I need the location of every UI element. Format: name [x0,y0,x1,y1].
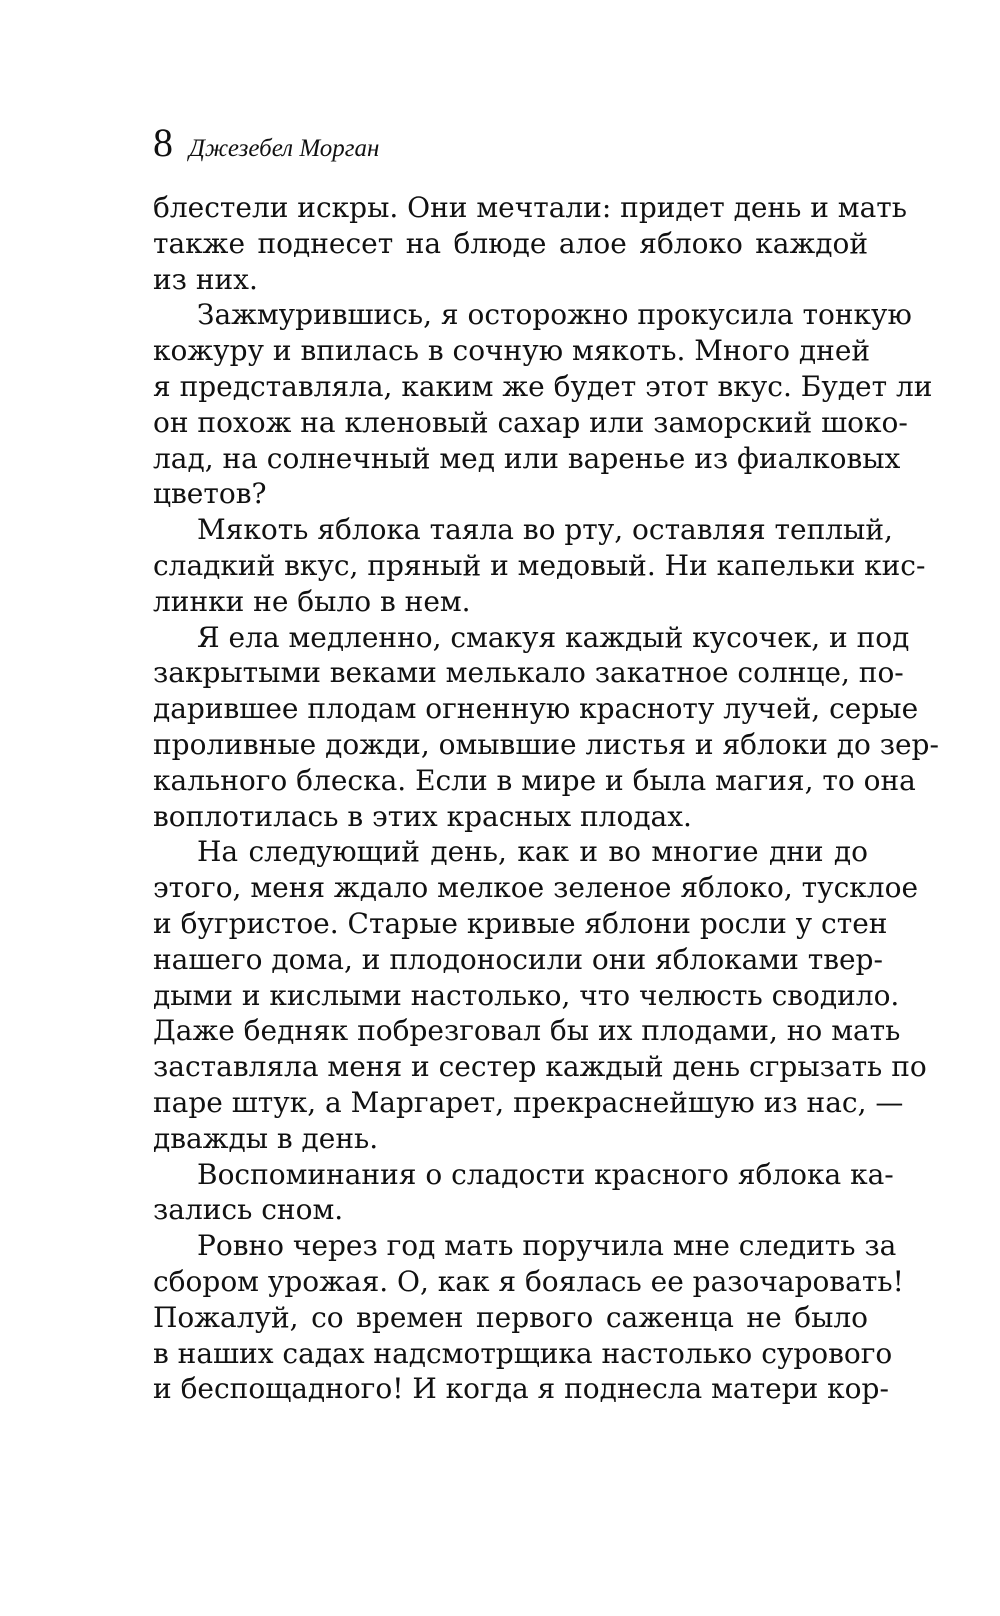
text-line: Зажмурившись, я осторожно прокусила тонкую [197,298,912,332]
text-line: цветов? [153,477,267,511]
text-line: заставляла меня и сестер каждый день сгрызать по [153,1050,927,1084]
text-line: воплотилась в этих красных плодах. [153,799,692,833]
paragraph [153,1157,894,1229]
paragraph [153,620,939,835]
running-head-author: Джезебел Морган [189,135,380,162]
text-line: сладкий вкус, пряный и медовый. Ни капельки кис- [153,548,926,582]
text-line: Мякоть яблока таяла во рту, оставляя теплый, [197,513,893,547]
text-line: На следующий день, как и во многие дни до [197,835,868,869]
paragraph [153,512,926,619]
text-line: нашего дома, и плодоносили они яблоками твер- [153,942,883,976]
body-text [153,190,939,1407]
text-line: лад, на солнечный мед или варенье из фиалковых [153,441,901,475]
text-line: Даже бедняк побрезговал бы их плодами, но мать [153,1014,901,1048]
text-line: проливные дожди, омывшие листья и яблоки до зер- [153,727,939,761]
text-line: кожуру и впилась в сочную мякоть. Много дней [153,334,871,368]
paragraph [153,190,908,297]
text-line: я представляла, каким же будет этот вкус. Будет ли [153,369,933,403]
text-line: дарившее плодам огненную красноту лучей, серые [153,692,919,726]
text-line: сбором урожая. О, как я боялась ее разочаровать! [153,1264,904,1298]
text-line: и бугристое. Старые кривые яблони росли у стен [153,906,888,940]
text-line: закрытыми веками мелькало закатное солнце, по- [153,656,904,690]
text-line: из них. [153,262,258,296]
text-line: этого, меня ждало мелкое зеленое яблоко, тусклое [153,871,919,905]
running-header [153,118,379,168]
paragraph [153,297,933,512]
text-line: он похож на кленовый сахар или заморский шоко- [153,405,908,439]
paragraph [153,834,927,1156]
text-line: линки не было в нем. [153,584,471,618]
text-line: Воспоминания о сладости красного яблока ка- [197,1157,894,1191]
page-number: 8 [153,120,173,165]
text-line: также поднесет на блюде алое яблоко каждой [153,226,868,260]
text-line: зались сном. [153,1193,344,1227]
text-line: паре штук, а Маргарет, прекраснейшую из нас, — [153,1085,904,1119]
text-line: кального блеска. Если в мире и была магия, то она [153,763,916,797]
text-line: и беспощадного! И когда я поднесла матери кор- [153,1372,889,1406]
paragraph [153,1228,904,1407]
text-line: Я ела медленно, смакуя каждый кусочек, и под [197,620,910,654]
text-line: в наших садах надсмотрщика настолько сурового [153,1336,893,1370]
text-line: Пожалуй, со времен первого саженца не было [153,1300,868,1334]
text-line: дважды в день. [153,1121,379,1155]
text-line: блестели искры. Они мечтали: придет день и мать [153,191,908,224]
text-line: Ровно через год мать поручила мне следить за [197,1229,897,1263]
text-line: дыми и кислыми настолько, что челюсть сводило. [153,978,900,1012]
